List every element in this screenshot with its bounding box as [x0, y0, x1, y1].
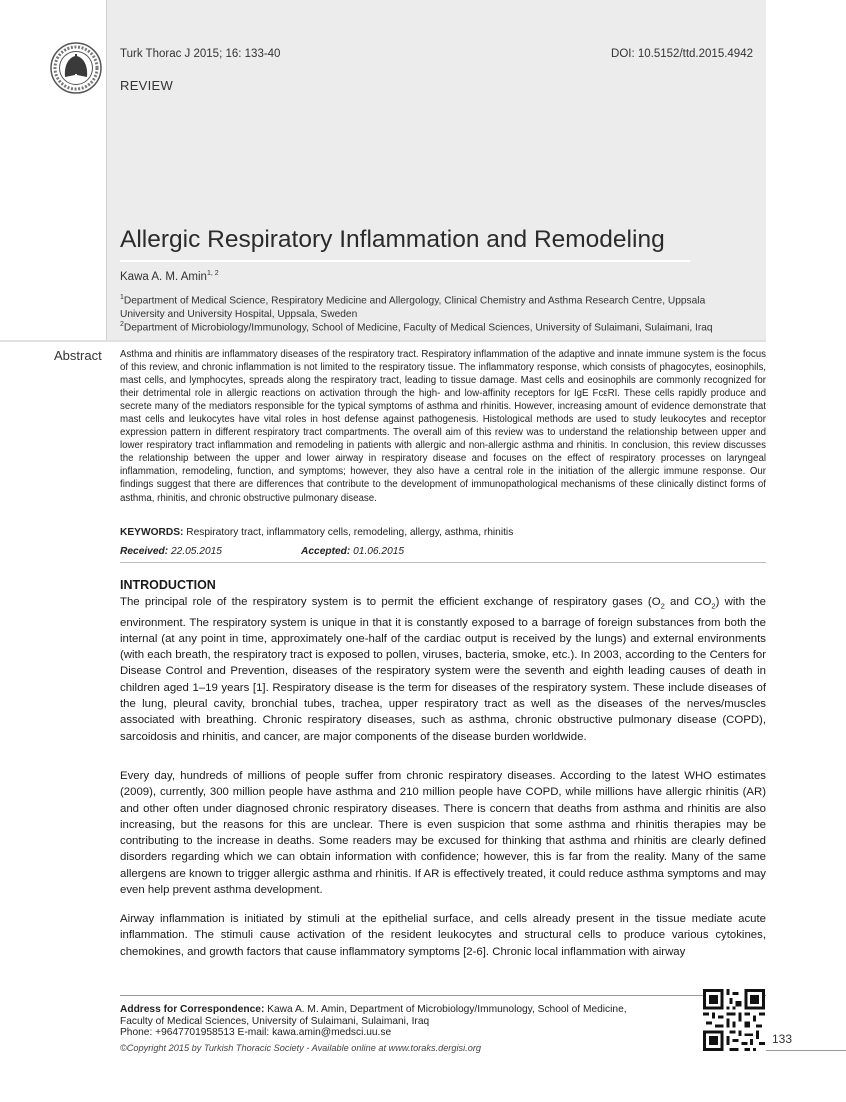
- abstract-separator: [120, 562, 766, 563]
- author-name: Kawa A. M. Amin: [120, 270, 207, 283]
- correspondence-block: [120, 1004, 690, 1039]
- page-number-rule: [766, 1050, 846, 1051]
- correspondence-label: Address for Correspondence:: [120, 1004, 265, 1015]
- p1-subscript-2: 2: [711, 601, 716, 611]
- p1-part-b: and CO: [664, 596, 712, 608]
- p1-part-a: The principal role of the respiratory system is to permit the efficient exchange of respiratory gases (O: [120, 596, 661, 608]
- affiliation-1-mark: 1: [120, 294, 124, 301]
- page-number: 133: [772, 1032, 793, 1046]
- affiliation-2: [120, 318, 746, 335]
- author-line: [120, 270, 219, 283]
- keywords-list: Respiratory tract, inflammatory cells, remodeling, allergy, asthma, rhinitis: [186, 527, 514, 538]
- abstract-text: Asthma and rhinitis are inflammatory diseases of the respiratory tract. Respiratory inflammation of the adaptive and innate immune system is the focus of this review, and chronic inflammation is not limited to the respiratory tissue. The inflammatory response, which consists of phagocytes, eosinophils, mast cells, and lymphocytes, spreads along the respiratory tract, leading to tissue damage. Mast cells and eosinophils are commonly recognized for their detrimental role in allergic reactions on activation through the high- and low-affinity receptors for IgE FcεRI. These cells rapidly produce and secrete many of the mediators responsible for the typical symptoms of asthma and rhinitis. However, increasing amount of evidence demonstrate that mast cells and leukocytes have vital roles in host defense against pathogenesis. Histological methods are used to study leukocytes and receptor expression pattern in different respiratory tract compartments. The overall aim of this review was to understand the relationship between upper and lower respiratory tract inflammation and remodeling in patients with allergic and non-allergic asthma and rhinitis. In conclusion, this review discusses the relationship between the upper and lower airway in respiratory disease and focuses on the effect of respiratory processes on laryngeal inflammation, remodeling, function, and symptoms; however, they also have a central role in the initiation of the allergic immune response. Our findings suggest that there are differences that contribute to the development of immunopathological mechanisms of these clinically distinct forms of asthma, rhinitis, and chronic obstructive pulmonary disease.: [120, 349, 766, 504]
- body-paragraph-1: [120, 594, 766, 745]
- affiliation-1: [120, 291, 746, 322]
- correspondence-line-3[interactable]: Phone: +9647701958513 E-mail: kawa.amin@medsci.uu.se: [120, 1027, 392, 1039]
- header-divider: [0, 340, 766, 342]
- p1-part-c: ) with the environment. The respiratory system is unique in that it is constantly exposed to a barrage of foreign substances from both the internal (at any point in time, approximately one-half of the cardiac output is received by the lungs) and external environments (with each breath, the respiratory tract is exposed to pollen, viruses, bacteria, smoke, etc.). In 2003, according to the Centers for Disease Control and Prevention, diseases of the respiratory system were the seventh and eighth leading causes of death in children aged 1–19 years [1]. Respiratory disease is the term for diseases of the respiratory system. These include diseases of the lung, pleural cavity, bronchial tubes, trachea, upper respiratory tract as well as the diseases of the nerves/muscles associated with breathing. Chronic respiratory diseases, such as asthma, chronic obstructive pulmonary disease (COPD), sarcoidosis and rhinitis, and cancer, are major components of the disease burden worldwide.: [120, 596, 767, 743]
- body-paragraph-2: Every day, hundreds of millions of people suffer from chronic respiratory diseases. According to the latest WHO estimates (2009), currently, 300 million people have asthma and 210 million people have COPD, while millions have allergic rhinitis (AR) and other often under diagnosed chronic respiratory diseases. There is concern that deaths from asthma and rhinitis are also increasing, but the reasons for this are unclear. There is even suspicion that some asthma and rhinitis therapies may be contributing to the increase in deaths. Some readers may be excused for thinking that asthma and rhinitis are clearly defined disorders regarding which we can obtain information with confidence; however, this is far from the reality. Many of the same allergens are known to trigger allergic asthma and rhinitis. If AR is effectively treated, it could reduce asthma symptoms and may even help prevent asthma development.: [120, 770, 766, 897]
- article-title: Allergic Respiratory Inflammation and Remodeling: [120, 226, 665, 253]
- article-type-label: REVIEW: [120, 78, 174, 93]
- received-date: 22.05.2015: [170, 546, 222, 557]
- qr-code-icon[interactable]: [703, 989, 765, 1051]
- keywords-line: [120, 527, 513, 538]
- author-affiliation-marks: 1, 2: [206, 270, 219, 277]
- accepted-label: Accepted:: [301, 546, 351, 557]
- affiliation-2-mark: 2: [120, 321, 124, 328]
- dates-line: [120, 546, 405, 557]
- footer-rule: [120, 995, 766, 996]
- header-left-rule: [106, 0, 107, 340]
- abstract-label: Abstract: [54, 348, 102, 363]
- affiliation-2-text: Department of Microbiology/Immunology, School of Medicine, Faculty of Medical Sciences, University of Sulaimani, Sulaimani, Iraq: [123, 322, 713, 334]
- affiliation-1-text: Department of Medical Science, Respiratory Medicine and Allergology, Clinical Chemistry and Asthma Research Centre, Uppsala University and University Hospital, Uppsala, Sweden: [120, 295, 706, 320]
- copyright-notice: ©Copyright 2015 by Turkish Thoracic Society - Available online at www.toraks.dergisi.org: [120, 1043, 481, 1053]
- society-logo-icon: [50, 42, 102, 94]
- accepted-group: [301, 546, 404, 557]
- keywords-label: KEYWORDS:: [120, 527, 184, 538]
- accepted-date: 01.06.2015: [353, 546, 405, 557]
- body-paragraph-3: Airway inflammation is initiated by stimuli at the epithelial surface, and cells already present in the tissue mediate acute inflammation. The stimuli cause activation of the resident leukocytes and structural cells to produce various cytokines, chemokines, and growth factors that cause inflammatory symptoms [2-6]. Chronic local inflammation with airway: [120, 913, 766, 958]
- doi-link[interactable]: DOI: 10.5152/ttd.2015.4942: [611, 48, 753, 60]
- journal-citation: Turk Thorac J 2015; 16: 133-40: [120, 48, 281, 60]
- correspondence-line-2: Faculty of Medical Sciences, University of Sulaimani, Sulaimani, Iraq: [120, 1015, 430, 1027]
- p1-subscript-1: 2: [660, 601, 665, 611]
- section-heading-introduction: INTRODUCTION: [120, 578, 216, 592]
- title-underline: [120, 260, 690, 262]
- correspondence-text: Kawa A. M. Amin, Department of Microbiology/Immunology, School of Medicine,: [267, 1004, 627, 1015]
- correspondence-line-1: [120, 1004, 690, 1016]
- received-label: Received:: [120, 546, 169, 557]
